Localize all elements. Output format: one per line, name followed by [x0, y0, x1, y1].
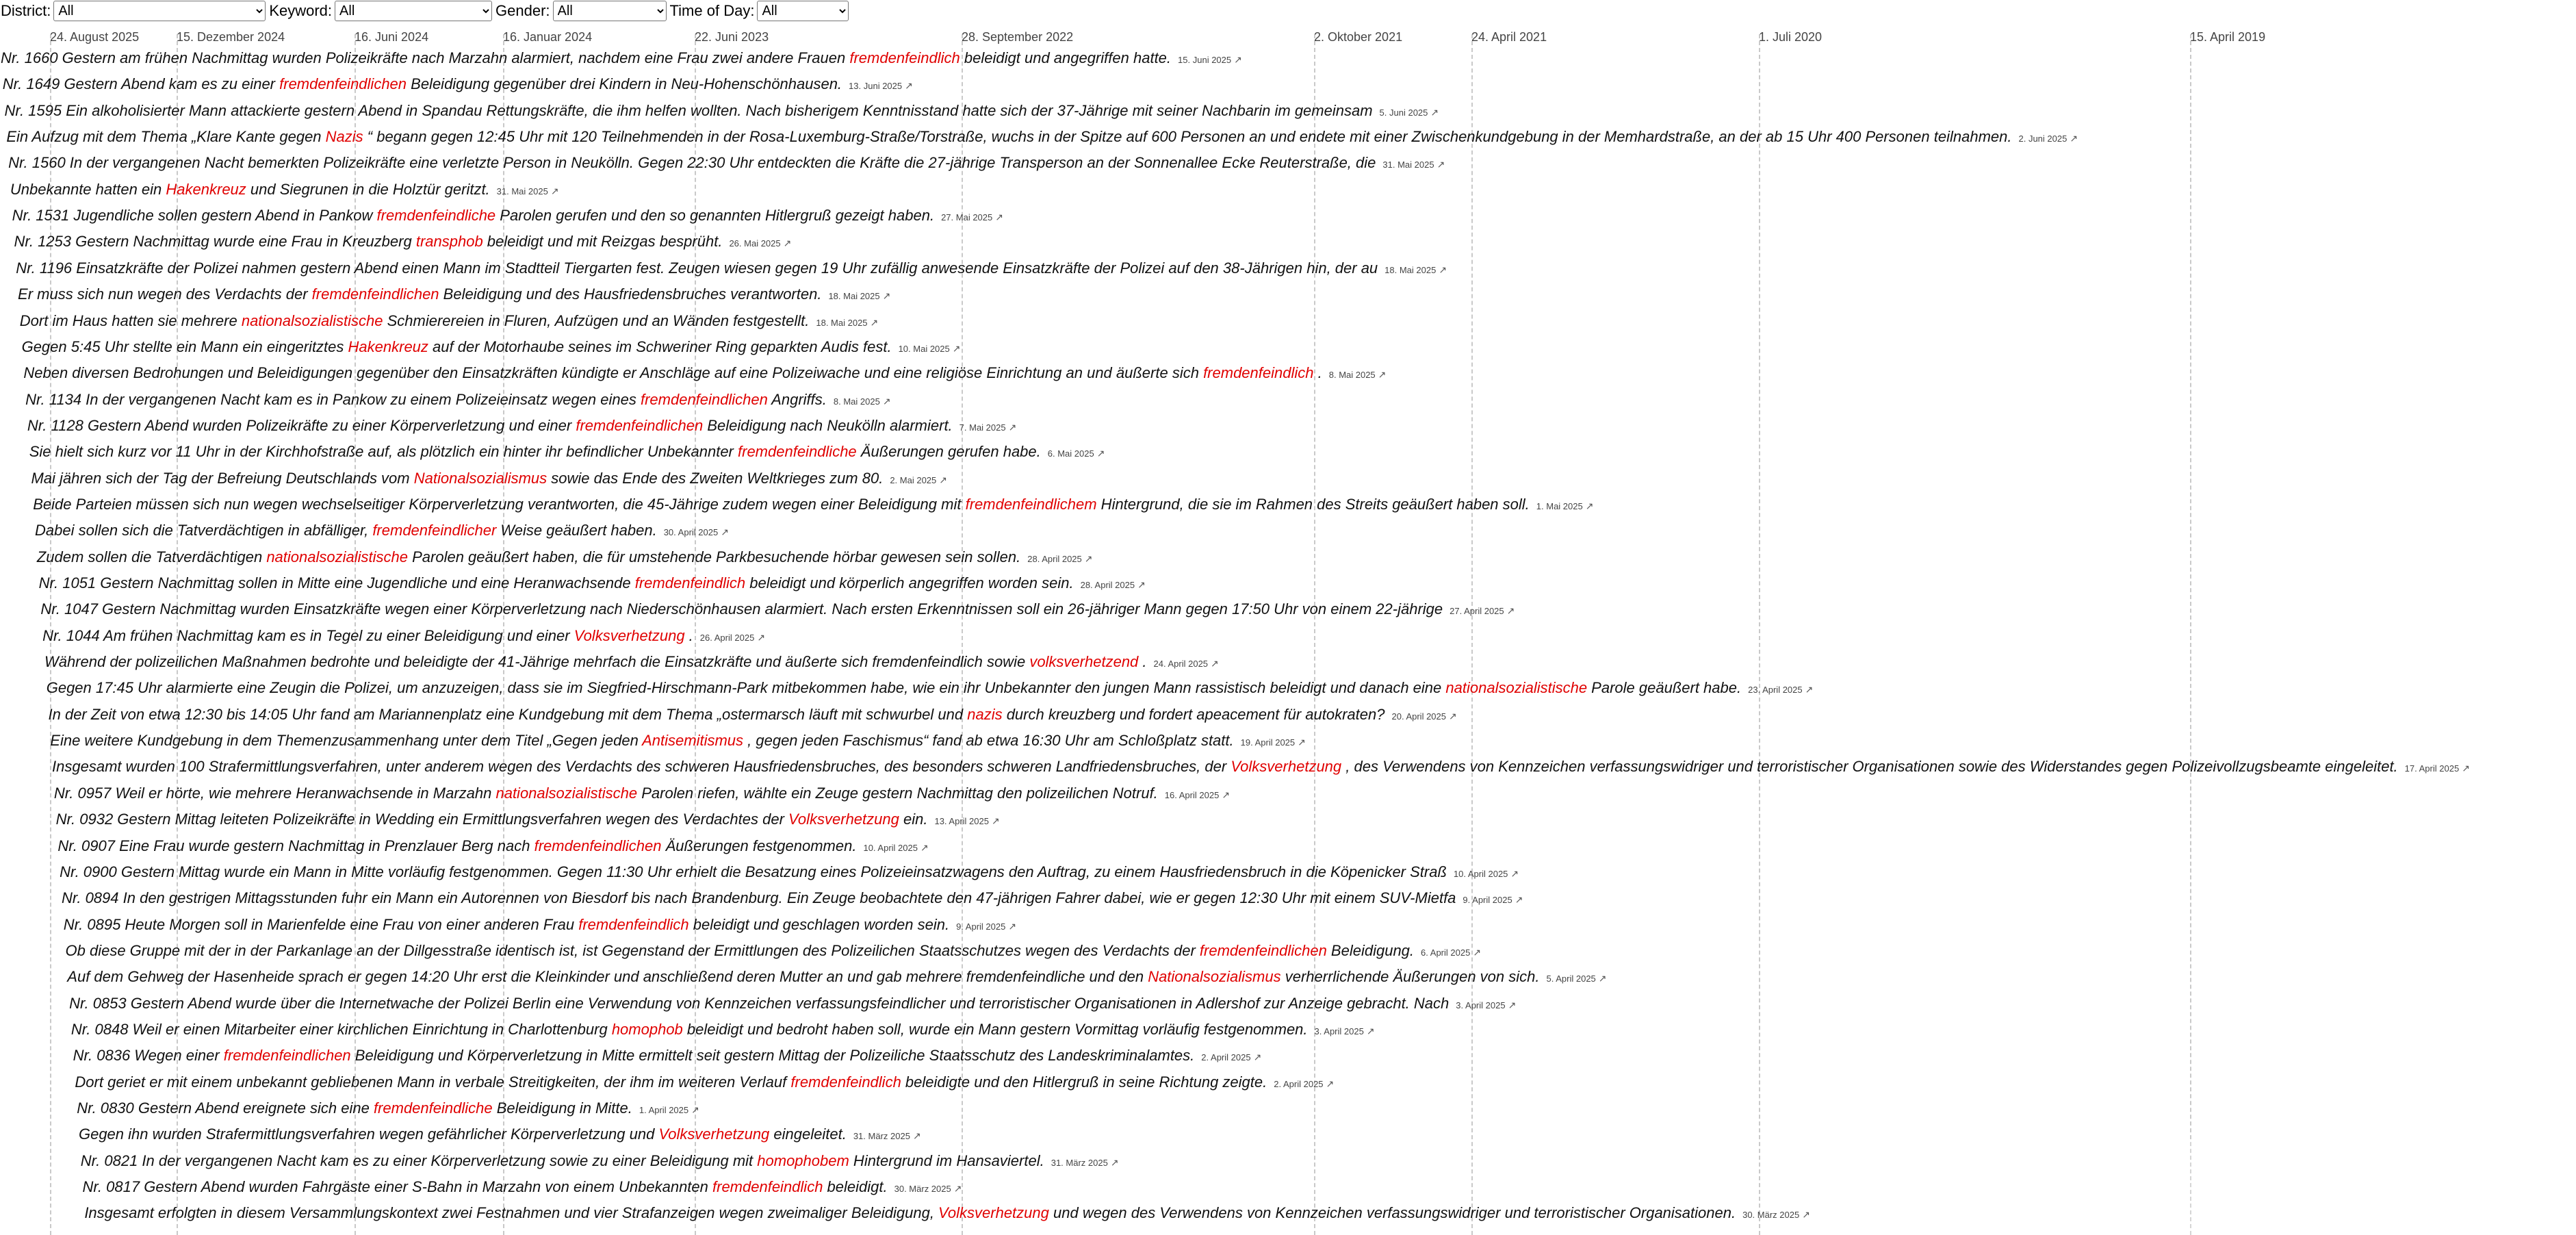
- incident-keyword: Volksverhetzung: [574, 626, 685, 644]
- external-link-icon[interactable]: ↗: [1449, 710, 1457, 722]
- external-link-icon[interactable]: ↗: [939, 474, 947, 485]
- incident-row: [83, 1177, 962, 1199]
- external-link-icon[interactable]: ↗: [550, 185, 559, 196]
- incident-row: [20, 311, 878, 333]
- incident-keyword: fremdenfeindlich: [712, 1178, 823, 1196]
- incident-row: [12, 206, 1003, 227]
- external-link-icon[interactable]: ↗: [1222, 789, 1231, 800]
- incident-date: 5. Juni 2025: [1379, 107, 1428, 118]
- incident-text-end: verherrlichende Äußerungen von sich.: [1280, 968, 1540, 986]
- incident-date: 20. April 2025: [1391, 711, 1446, 722]
- incident-text: Dort im Haus hatten sie mehrere: [19, 311, 242, 329]
- incident-date: 18. Mai 2025: [816, 317, 868, 328]
- incident-text: Nr. 0821 In der vergangenen Nacht kam es zu einer Körperverletzung sowie zu einer Beleidigung mit: [80, 1151, 758, 1169]
- incident-date: 2. Juni 2025: [2018, 133, 2068, 144]
- district-select[interactable]: [53, 1, 266, 21]
- external-link-icon[interactable]: ↗: [1137, 579, 1146, 590]
- external-link-icon[interactable]: ↗: [2462, 763, 2470, 774]
- incident-keyword: volksverhetzend: [1029, 653, 1139, 671]
- incident-keyword: nationalsozialistische: [266, 548, 408, 565]
- timeline-tick-label: 16. Juni 2024: [355, 30, 429, 44]
- incident-text-end: Äußerungen gerufen habe.: [856, 443, 1041, 461]
- incident-row: [22, 338, 961, 359]
- external-link-icon[interactable]: ↗: [1805, 684, 1814, 696]
- incident-row: [39, 574, 1146, 595]
- incident-keyword: nazis: [967, 705, 1003, 723]
- incident-date: 8. Mai 2025: [1328, 370, 1376, 381]
- incident-row: [66, 941, 1482, 963]
- incident-text: Auf dem Gehweg der Hasenheide sprach er gegen 14:20 Uhr erst die Kleinkinder und anschließend deren Mutter an und gab mehrere fremdenfeindliche und den: [67, 968, 1148, 986]
- incident-text-end: Parolen riefen, wählte ein Zeuge gestern Nachmittag den polizeilichen Notruf.: [637, 784, 1158, 802]
- incident-row: [29, 442, 1105, 463]
- incident-text-end: beleidigt und körperlich angegriffen worden sein.: [745, 574, 1074, 591]
- external-link-icon[interactable]: ↗: [1439, 264, 1447, 275]
- incident-row: [50, 731, 1306, 752]
- incident-keyword: Volksverhetzung: [1231, 758, 1342, 776]
- incident-keyword: nationalsozialistische: [495, 784, 638, 802]
- incident-text: Mai jähren sich der Tag der Befreiung Deutschlands vom: [31, 469, 414, 487]
- external-link-icon[interactable]: ↗: [991, 815, 1000, 827]
- external-link-icon[interactable]: ↗: [882, 290, 891, 302]
- incident-text: Er muss sich nun wegen des Verdachts der: [18, 285, 312, 303]
- incident-text: Ob diese Gruppe mit der in der Parkanlage an der Dillgesstraße identisch ist, ist Gegenstand der Ermittlungen des Polizeilichen Staatsschutzes wegen des Verdachts der: [65, 941, 1200, 959]
- timeline-tick-label: 16. Januar 2024: [503, 30, 593, 44]
- incident-row: [57, 837, 928, 858]
- incident-text: Sie hielt sich kurz vor 11 Uhr in der Kirchhofstraße auf, als plötzlich ein hinter ihr befindlicher Unbekannter: [29, 443, 738, 461]
- incident-row: [18, 285, 890, 306]
- incident-row: [54, 784, 1230, 805]
- incident-keyword: fremdenfeindlich: [578, 915, 689, 933]
- incident-text: Nr. 1595 Ein alkoholisierter Mann attackierte gestern Abend in Spandau Rettungskräfte, die ihm helfen wollten. Nach bisherigem Kenntnisstand hatte sich der 37-Jährige mit seiner Nachbarin im gemeinsam: [4, 101, 1373, 119]
- incident-date: 10. Mai 2025: [898, 343, 950, 354]
- incident-text: Beide Parteien müssen sich nun wegen wechselseitiger Körperverletzung verantworten, die 45-Jährige zudem wegen einer Beleidigung mit: [33, 495, 966, 513]
- incident-date: 2. Mai 2025: [890, 474, 937, 485]
- incident-keyword: fremdenfeindlichen: [534, 837, 662, 854]
- keyword-label: Keyword:: [269, 2, 333, 19]
- incident-row: [5, 101, 1439, 123]
- timeline-gridline: [1759, 34, 1760, 1235]
- incident-text: Nr. 0817 Gestern Abend wurden Fahrgäste einer S-Bahn in Marzahn von einem Unbekannten: [82, 1178, 712, 1196]
- incident-row: [44, 652, 1219, 674]
- incident-keyword: homophob: [611, 1020, 683, 1038]
- incident-text: Während der polizeilichen Maßnahmen bedrohte und beleidigte der 41-Jährige mehrfach die Einsatzkräfte und äußerte sich fremdenfeindlich sowie: [44, 653, 1030, 671]
- incident-row: [1, 49, 1242, 70]
- incident-row: [37, 548, 1093, 569]
- incident-text: Zudem sollen die Tatverdächtigen: [36, 548, 267, 565]
- incident-row: [23, 364, 1386, 385]
- incident-text-end: beleidigt.: [823, 1178, 888, 1196]
- incident-keyword: fremdenfeindlicher: [372, 522, 497, 539]
- incident-row: [8, 153, 1445, 175]
- incident-text: Eine weitere Kundgebung in dem Themenzusammenhang unter dem Titel „Gegen jeden: [50, 732, 643, 750]
- external-link-icon[interactable]: ↗: [1096, 448, 1105, 459]
- incident-date: 10. April 2025: [1453, 868, 1508, 879]
- incident-keyword: fremdenfeindliche: [738, 443, 857, 461]
- external-link-icon[interactable]: ↗: [1515, 894, 1523, 906]
- incident-text-end: Schmierereien in Fluren, Aufzügen und an Wänden festgestellt.: [383, 311, 810, 329]
- incident-keyword: Volksverhetzung: [788, 811, 899, 828]
- incident-date: 15. Juni 2025: [1178, 55, 1232, 65]
- filter-bar: [0, 0, 851, 22]
- incident-text-end: .: [1138, 653, 1147, 671]
- external-link-icon[interactable]: ↗: [1008, 421, 1017, 433]
- incident-text: Gegen ihn wurden Strafermittlungsverfahren wegen gefährlicher Körperverletzung und: [78, 1125, 659, 1143]
- incident-keyword: fremdenfeindlich: [849, 49, 960, 66]
- incident-keyword: nationalsozialistische: [241, 311, 383, 329]
- incident-text-end: beleidigt und geschlagen worden sein.: [688, 915, 950, 933]
- incident-text-end: Angriffs.: [767, 390, 827, 408]
- incident-keyword: fremdenfeindlichen: [223, 1047, 351, 1065]
- incident-row: [60, 863, 1519, 884]
- incident-row: [3, 75, 913, 96]
- external-link-icon[interactable]: ↗: [1508, 999, 1517, 1010]
- incident-row: [71, 1020, 1375, 1041]
- incident-text: Nr. 1253 Gestern Nachmittag wurde eine Frau in Kreuzberg: [14, 233, 416, 251]
- incident-text: Nr. 1196 Einsatzkräfte der Polizei nahmen gestern Abend einen Mann im Stadtteil Tiergarten fest. Zeugen wiesen gegen 19 Uhr zufällig anwesende Einsatzkräfte der Polizei auf den 38-Jährigen hin, der au: [16, 259, 1378, 277]
- incident-text: Dabei sollen sich die Tatverdächtigen in abfälliger,: [35, 522, 373, 539]
- timeline-tick-label: 22. Juni 2023: [695, 30, 769, 44]
- incident-date: 13. Juni 2025: [849, 81, 903, 92]
- incident-text-end: Parolen gerufen und den so genannten Hitlergruß gezeigt haben.: [495, 207, 935, 225]
- incident-text-end: und wegen des Verwendens von Kennzeichen verfassungswidriger und terroristischer Organisationen.: [1048, 1204, 1736, 1222]
- incident-date: 30. März 2025: [894, 1184, 951, 1195]
- incident-text-end: sowie das Ende des Zweiten Weltkrieges zum 80.: [547, 469, 884, 487]
- external-link-icon[interactable]: ↗: [995, 212, 1003, 223]
- incident-keyword: fremdenfeindlichem: [965, 495, 1097, 513]
- external-link-icon[interactable]: ↗: [952, 342, 961, 354]
- incident-row: [64, 915, 1016, 937]
- external-link-icon[interactable]: ↗: [1211, 658, 1219, 670]
- external-link-icon[interactable]: ↗: [1506, 605, 1515, 617]
- incident-date: 26. April 2025: [699, 632, 755, 643]
- incident-row: [16, 259, 1447, 280]
- incident-row: [33, 495, 1593, 516]
- incident-date: 1. Mai 2025: [1536, 500, 1583, 511]
- incident-text-end: .: [684, 626, 693, 644]
- incident-text-end: beleidigt und angegriffen hatte.: [959, 49, 1172, 66]
- external-link-icon[interactable]: ↗: [757, 631, 766, 643]
- incident-date: 31. Mai 2025: [496, 186, 548, 196]
- incident-date: 6. Mai 2025: [1047, 448, 1094, 459]
- incident-date: 5. April 2025: [1546, 973, 1596, 984]
- external-link-icon[interactable]: ↗: [1253, 1052, 1262, 1063]
- incident-text: Nr. 1128 Gestern Abend wurden Polizeikräfte zu einer Körperverletzung und einer: [27, 416, 576, 434]
- incident-keyword: nationalsozialistische: [1445, 679, 1588, 697]
- incident-text-end: durch kreuzberg und fordert apeacement für autokraten?: [1002, 705, 1385, 723]
- incident-date: 10. April 2025: [863, 842, 918, 853]
- incident-text: In der Zeit von etwa 12:30 bis 14:05 Uhr fand am Mariannenplatz eine Kundgebung mit dem Thema „ostermarsch läuft mit schwurbel und: [48, 705, 968, 723]
- incident-date: 17. April 2025: [2404, 763, 2460, 774]
- external-link-icon[interactable]: ↗: [2070, 133, 2078, 144]
- incident-text: Gegen 5:45 Uhr stellte ein Mann ein eingeritztes: [21, 338, 348, 355]
- external-link-icon[interactable]: ↗: [1234, 54, 1242, 65]
- incident-date: 18. Mai 2025: [1384, 264, 1437, 275]
- external-link-icon[interactable]: ↗: [1110, 1156, 1119, 1168]
- incident-date: 28. April 2025: [1080, 580, 1135, 590]
- incident-text-end: “ begann gegen 12:45 Uhr mit 120 Teilnehmenden in der Rosa-Luxemburg-Straße/Torstraße, wuchs in der Spitze auf 600 Personen an und endete mit einer Zwischenkundgebung in der Memhardstraße, an der ab 15 Uhr 400 Personen teilnahmen.: [363, 128, 2012, 146]
- incident-date: 2. April 2025: [1201, 1052, 1251, 1063]
- incident-row: [35, 521, 729, 542]
- incident-row: [31, 469, 947, 490]
- incident-row: [73, 1046, 1262, 1067]
- incident-text: Unbekannte hatten ein: [10, 180, 166, 198]
- incident-text: Nr. 0848 Weil er einen Mitarbeiter einer kirchlichen Einrichtung in Charlottenburg: [70, 1020, 612, 1038]
- external-link-icon[interactable]: ↗: [691, 1104, 699, 1115]
- incident-text-end: Beleidigung und Körperverletzung in Mitte ermittelt seit gestern Mittag der Polizeiliche Staatsschutz des Landeskriminalamtes.: [350, 1047, 1195, 1065]
- incident-date: 30. März 2025: [1742, 1210, 1800, 1221]
- incident-text: Nr. 0932 Gestern Mittag leiteten Polizeikräfte in Wedding ein Ermittlungsverfahren wegen des Verdachtes der: [55, 811, 789, 828]
- incident-text: Insgesamt wurden 100 Strafermittlungsverfahren, unter anderem wegen des Verdachts des schweren Hausfriedensbruches, des besonders schweren Landfriedensbruches, der: [52, 758, 1231, 776]
- incident-date: 19. April 2025: [1240, 737, 1296, 748]
- incident-date: 9. April 2025: [1463, 895, 1512, 906]
- incident-date: 3. April 2025: [1314, 1026, 1364, 1036]
- incident-text: Neben diversen Bedrohungen und Beleidigungen gegenüber den Einsatzkräften kündigte er Anschläge auf eine Polizeiwache und eine religiöse Einrichtung an und äußerte sich: [23, 364, 1204, 382]
- incident-text: Nr. 1051 Gestern Nachmittag sollen in Mitte eine Jugendliche und eine Heranwachsende: [38, 574, 635, 591]
- incident-date: 27. April 2025: [1450, 606, 1504, 617]
- incident-keyword: fremdenfeindlichen: [640, 390, 768, 408]
- incident-date: 31. Mai 2025: [1382, 160, 1434, 170]
- incident-row: [84, 1204, 1810, 1225]
- incident-date: 6. April 2025: [1421, 947, 1471, 958]
- incident-text: Nr. 1649 Gestern Abend kam es zu einer: [2, 75, 280, 93]
- keyword-select[interactable]: [335, 1, 492, 21]
- incident-keyword: fremdenfeindliche: [373, 1099, 493, 1117]
- time-of-day-select[interactable]: [757, 1, 849, 21]
- incident-text-end: Hintergrund, die sie im Rahmen des Streits geäußert haben soll.: [1096, 495, 1530, 513]
- incident-text: Nr. 1660 Gestern am frühen Nachmittag wurden Polizeikräfte nach Marzahn alarmiert, nachdem eine Frau zwei andere Frauen: [1, 49, 850, 66]
- incident-text: Nr. 0894 In den gestrigen Mittagsstunden fuhr ein Mann ein Autorennen von Biesdorf bis nach Brandenburg. Ein Zeuge beobachtete den 47-jährigen Fahrer dabei, wie er gegen 12:30 Uhr mit einem SUV-Mietfa: [61, 889, 1456, 907]
- incident-row: [49, 705, 1457, 726]
- incident-date: 26. Mai 2025: [729, 238, 781, 249]
- incident-text-end: Äußerungen festgenommen.: [661, 837, 857, 854]
- incident-text-end: beleidigt und mit Reizgas besprüht.: [482, 233, 723, 251]
- incident-text-end: Beleidigung nach Neukölln alarmiert.: [703, 416, 953, 434]
- incident-date: 28. April 2025: [1027, 553, 1082, 564]
- incident-text-end: Hintergrund im Hansaviertel.: [849, 1151, 1044, 1169]
- external-link-icon[interactable]: ↗: [1802, 1209, 1810, 1221]
- incident-date: 23. April 2025: [1748, 685, 1803, 696]
- time-of-day-label: Time of Day:: [669, 2, 755, 19]
- incident-row: [79, 1125, 921, 1146]
- external-link-icon[interactable]: ↗: [1366, 1025, 1375, 1036]
- incident-keyword: fremdenfeindlichen: [311, 285, 439, 303]
- incident-keyword: Antisemitismus: [642, 732, 744, 750]
- external-link-icon[interactable]: ↗: [1510, 867, 1519, 879]
- timeline-tick-label: 28. September 2022: [962, 30, 1074, 44]
- incident-text: Nr. 0836 Wegen einer: [73, 1047, 224, 1065]
- timeline-tick-label: 15. Dezember 2024: [177, 30, 285, 44]
- external-link-icon[interactable]: ↗: [1473, 946, 1482, 958]
- external-link-icon[interactable]: ↗: [920, 841, 929, 853]
- incident-keyword: fremdenfeindlich: [790, 1073, 901, 1091]
- incident-text: Nr. 0907 Eine Frau wurde gestern Nachmittag in Prenzlauer Berg nach: [57, 837, 534, 854]
- external-link-icon[interactable]: ↗: [1298, 737, 1306, 748]
- incident-text: Nr. 0900 Gestern Mittag wurde ein Mann in Mitte vorläufig festgenommen. Gegen 11:30 Uhr erhielt die Besatzung eines Polizeieinsatzwagens den Auftrag, zu einem Hausfriedensbruch in die Köpenicker Straß: [60, 863, 1447, 880]
- incident-text: Gegen 17:45 Uhr alarmierte eine Zeugin die Polizei, um anzuzeigen, dass sie im Siegfried-Hirschmann-Park mitbekommen habe, wie ein ihr Unbekannter den jungen Mann rassistisch beleidigt und danach eine: [46, 679, 1446, 697]
- external-link-icon[interactable]: ↗: [870, 316, 879, 328]
- incident-row: [47, 678, 1814, 700]
- incident-keyword: transphob: [415, 233, 483, 251]
- incident-date: 30. April 2025: [663, 527, 719, 538]
- incident-row: [42, 626, 765, 648]
- incident-keyword: homophobem: [757, 1151, 849, 1169]
- external-link-icon[interactable]: ↗: [1084, 552, 1093, 564]
- incident-row: [77, 1099, 699, 1120]
- incident-row: [81, 1151, 1119, 1173]
- external-link-icon[interactable]: ↗: [1378, 369, 1387, 381]
- incident-text: Nr. 0830 Gestern Abend ereignete sich eine: [77, 1099, 374, 1117]
- incident-row: [52, 757, 2470, 778]
- incident-date: 9. April 2025: [956, 921, 1006, 932]
- incident-keyword: fremdenfeindliche: [376, 207, 496, 225]
- incident-row: [67, 967, 1606, 989]
- district-label: District:: [1, 2, 51, 19]
- external-link-icon[interactable]: ↗: [882, 395, 891, 407]
- incident-text: Nr. 1531 Jugendliche sollen gestern Abend in Pankow: [12, 207, 377, 225]
- incident-text-end: Parolen geäußert haben, die für umstehende Parkbesuchende hörbar gewesen sein sollen.: [407, 548, 1021, 565]
- incident-row: [56, 810, 1000, 831]
- incident-date: 8. Mai 2025: [833, 396, 880, 407]
- incident-text-end: Weise geäußert haben.: [496, 522, 657, 539]
- incident-text-end: Parole geäußert habe.: [1587, 679, 1742, 697]
- incident-text-end: und Siegrunen in die Holztür geritzt.: [246, 180, 490, 198]
- timeline-tick-label: 2. Oktober 2021: [1314, 30, 1403, 44]
- incident-date: 24. April 2025: [1153, 659, 1209, 670]
- timeline-gridline: [1314, 34, 1315, 1235]
- incident-text-end: .: [1313, 364, 1322, 382]
- incident-text-end: beleidigt und bedroht haben soll, wurde ein Mann gestern Vormittag vorläufig festgenommen.: [682, 1020, 1308, 1038]
- incident-keyword: Volksverhetzung: [658, 1125, 770, 1143]
- incident-keyword: Nationalsozialismus: [1148, 968, 1281, 986]
- timeline-gridline: [1471, 34, 1473, 1235]
- incident-keyword: Hakenkreuz: [166, 180, 246, 198]
- incident-text-end: auf der Motorhaube seines im Schweriner Ring geparkten Audis fest.: [428, 338, 892, 355]
- external-link-icon[interactable]: ↗: [1430, 106, 1439, 118]
- incident-row: [25, 390, 890, 411]
- external-link-icon[interactable]: ↗: [721, 526, 729, 538]
- timeline-tick-label: 1. Juli 2020: [1759, 30, 1822, 44]
- timeline-gridline: [2190, 34, 2191, 1235]
- external-link-icon[interactable]: ↗: [783, 238, 792, 249]
- gender-select[interactable]: [553, 1, 667, 21]
- incident-keyword: fremdenfeindlichen: [1199, 941, 1327, 959]
- timeline-tick-label: 15. April 2019: [2190, 30, 2266, 44]
- incident-text: Insgesamt erfolgten in diesem Versammlungskontext zwei Festnahmen und vier Strafanzeigen wegen zweimaliger Beleidigung,: [84, 1204, 939, 1222]
- external-link-icon[interactable]: ↗: [905, 80, 913, 92]
- incident-row: [14, 232, 791, 253]
- incident-keyword: Nationalsozialismus: [413, 469, 548, 487]
- incident-text: Nr. 0895 Heute Morgen soll in Marienfelde eine Frau von einer anderen Frau: [63, 915, 579, 933]
- incident-text-end: ein.: [899, 811, 928, 828]
- incident-text-end: , des Verwendens von Kennzeichen verfassungswidriger und terroristischer Organisationen sowie des Widerstandes gegen Polizeivollzugsbeamte eingeleitet.: [1341, 758, 2398, 776]
- incident-date: 18. Mai 2025: [828, 291, 880, 302]
- incident-date: 3. April 2025: [1456, 1000, 1506, 1010]
- external-link-icon[interactable]: ↗: [1437, 159, 1445, 170]
- incident-text: Nr. 1134 In der vergangenen Nacht kam es in Pankow zu einem Polizeieinsatz wegen eines: [25, 390, 641, 408]
- incident-date: 31. März 2025: [853, 1131, 910, 1142]
- external-link-icon[interactable]: ↗: [1598, 973, 1607, 984]
- incident-row: [27, 416, 1016, 437]
- incident-row: [62, 889, 1523, 910]
- gender-label: Gender:: [495, 2, 550, 19]
- incident-date: 1. April 2025: [639, 1105, 689, 1115]
- incident-text-end: Beleidigung in Mitte.: [492, 1099, 632, 1117]
- external-link-icon[interactable]: ↗: [1585, 500, 1594, 511]
- incident-text: Nr. 0853 Gestern Abend wurde über die Internetwache der Polizei Berlin eine Verwendung von Kennzeichen verfassungsfeindlicher und terroristischer Organisationen in Adlershof zur Anzeige gebracht. Nach: [69, 994, 1450, 1012]
- incident-text: Dort geriet er mit einem unbekannt gebliebenen Mann in verbale Streitigkeiten, der ihm im weiteren Verlauf: [75, 1073, 791, 1091]
- incident-row: [10, 180, 559, 201]
- timeline-tick-label: 24. April 2021: [1471, 30, 1547, 44]
- incident-text: Nr. 0957 Weil er hörte, wie mehrere Heranwachsende in Marzahn: [53, 784, 496, 802]
- incident-date: 27. Mai 2025: [941, 212, 993, 223]
- incident-row: [75, 1073, 1334, 1094]
- incident-date: 13. April 2025: [934, 816, 989, 827]
- incident-keyword: Volksverhetzung: [938, 1204, 1049, 1222]
- incident-text: Nr. 1044 Am frühen Nachmittag kam es in Tegel zu einer Beleidigung und einer: [42, 626, 574, 644]
- incident-date: 16. April 2025: [1164, 789, 1220, 800]
- external-link-icon[interactable]: ↗: [953, 1183, 962, 1195]
- external-link-icon[interactable]: ↗: [1008, 920, 1017, 932]
- incident-text: Nr. 1560 In der vergangenen Nacht bemerkten Polizeikräfte eine verletzte Person in Neukölln. Gegen 22:30 Uhr entdeckten die Kräfte die 27-jährige Transperson an der Sonnenallee Ecke Reuterstraße, die: [8, 154, 1376, 172]
- incident-text: Ein Aufzug mit dem Thema „Klare Kante gegen: [6, 128, 326, 146]
- incident-text-end: Beleidigung gegenüber drei Kindern in Neu-Hohenschönhausen.: [407, 75, 842, 93]
- incident-date: 2. April 2025: [1274, 1078, 1324, 1089]
- incident-text: Nr. 1047 Gestern Nachmittag wurden Einsatzkräfte wegen einer Körperverletzung nach Niederschönhausen alarmiert. Nach ersten Erkenntnissen soll ein 26-jähriger Mann gegen 17:50 Uhr von einem 22-jährige: [40, 600, 1443, 618]
- incident-keyword: Nazis: [325, 128, 363, 146]
- incident-keyword: fremdenfeindlich: [634, 574, 746, 591]
- incident-keyword: Hakenkreuz: [348, 338, 428, 355]
- incident-text-end: eingeleitet.: [769, 1125, 847, 1143]
- incident-keyword: fremdenfeindlichen: [279, 75, 407, 93]
- incident-text-end: , gegen jeden Faschismus“ fand ab etwa 16:30 Uhr am Schloßplatz statt.: [743, 732, 1234, 750]
- external-link-icon[interactable]: ↗: [912, 1130, 921, 1142]
- external-link-icon[interactable]: ↗: [1326, 1078, 1335, 1089]
- incident-date: 7. Mai 2025: [959, 422, 1006, 433]
- incident-row: [6, 127, 2078, 149]
- incident-date: 31. März 2025: [1051, 1157, 1108, 1168]
- incident-keyword: fremdenfeindlichen: [576, 416, 704, 434]
- incident-text-end: beleidigte und den Hitlergruß in seine Richtung zeigte.: [901, 1073, 1267, 1091]
- incident-text-end: Beleidigung.: [1326, 941, 1415, 959]
- timeline-tick-label: 24. August 2025: [50, 30, 140, 44]
- incident-text-end: Beleidigung und des Hausfriedensbruches verantworten.: [439, 285, 822, 303]
- incident-row: [40, 600, 1515, 621]
- incident-row: [69, 994, 1516, 1015]
- incident-keyword: fremdenfeindlich: [1203, 364, 1314, 382]
